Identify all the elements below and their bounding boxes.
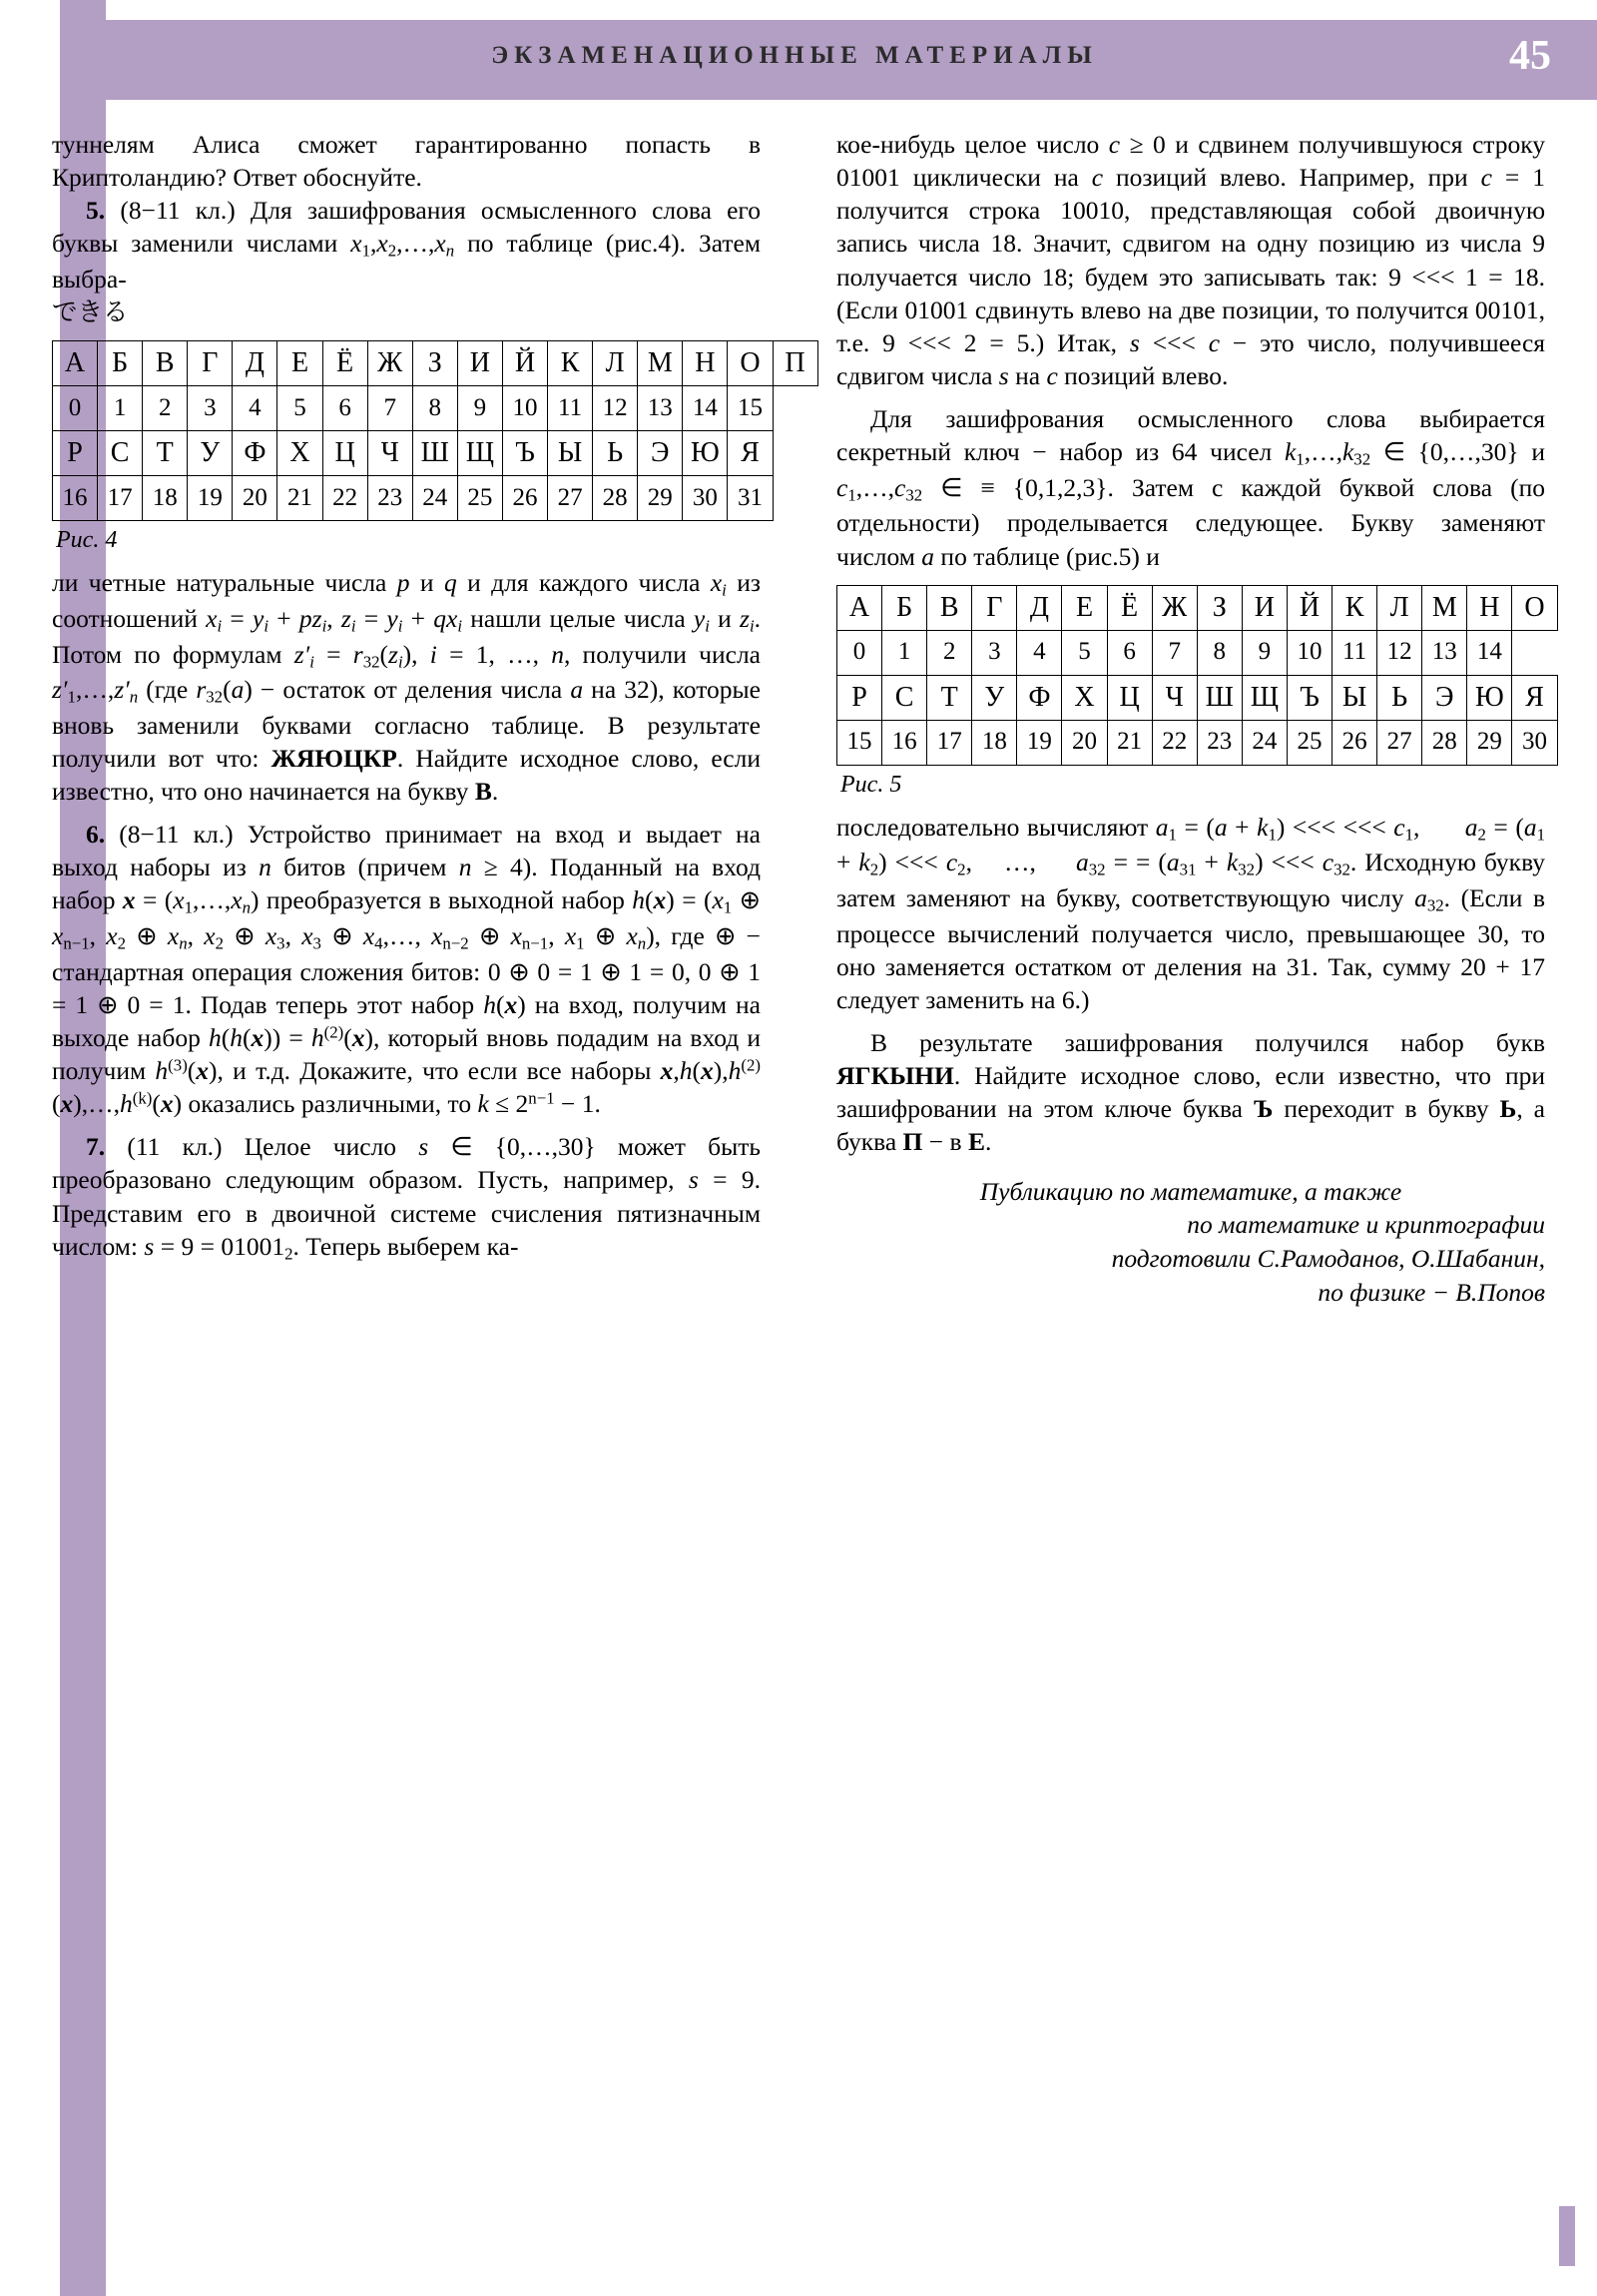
table-cell: 16 <box>53 476 98 521</box>
result-paragraph: В результате зашифрования получился набор букв ЯГКЫНИ. Найдите исходное слово, если известно, что при зашифровании на этом ключе буква Ъ переходит в букву Ь, а буква П − в Е. <box>836 1028 1545 1157</box>
table-cell: Д <box>233 341 277 386</box>
figure-4-table <box>52 340 818 521</box>
table-cell: К <box>548 341 593 386</box>
table-cell: 23 <box>1197 720 1242 765</box>
table-cell: Ф <box>1017 675 1062 720</box>
table-cell: Т <box>143 431 188 476</box>
table-cell: Ц <box>322 431 367 476</box>
table-cell: С <box>98 431 143 476</box>
paragraph-continuation: туннелям Алиса сможет гарантированно попасть в Криптоландию? Ответ обоснуйте. <box>52 130 761 193</box>
task-6-number: 6. <box>86 820 106 850</box>
result-cipher-word: ЯГКЫНИ <box>836 1061 954 1091</box>
table-cell: Й <box>502 341 547 386</box>
table-cell: Х <box>1062 675 1107 720</box>
table-cell: Н <box>1467 585 1512 630</box>
table-cell: Ю <box>683 431 728 476</box>
table-cell: И <box>457 341 502 386</box>
task-7-number: 7. <box>86 1132 106 1162</box>
table-cell: Ч <box>1152 675 1197 720</box>
table-cell: Ь <box>1377 675 1422 720</box>
table-cell: 9 <box>457 386 502 431</box>
table-cell: 25 <box>1287 720 1331 765</box>
table-cell: 25 <box>457 476 502 521</box>
task-5-number: 5. <box>86 196 106 226</box>
table-cell: 5 <box>277 386 322 431</box>
table-cell: Ё <box>322 341 367 386</box>
credits-line-1: Публикацию по математике, а также <box>979 1176 1402 1206</box>
table-cell: 15 <box>728 386 773 431</box>
table-cell: Р <box>53 431 98 476</box>
table-cell: Ж <box>367 341 412 386</box>
left-text-column: туннелям Алиса сможет гарантированно попасть в Криптоландию? Ответ обоснуйте. 5. (8−11 кл.) Для зашифрования осмысленного слова его буквы заменили числами $x1,x2,\dots,x_n$ по таблице (рис.4). Затем выбра- できる А Б В Г Д Е Ё Ж З И Й К Л М Н О П 0 1 2 3 4 5 6 7 8 9 10 11 12 13 14 15 Р С Т У Ф Х Ц Ч Ш Щ Ъ Ы Ь Э Ю Я 16 17 18 19 20 21 22 23 24 25 26 27 28 29 30 31 Рис. 4 ли четные натуральные числа p и q и для каждого числа $x_i$ из соотношений $x_i = y_i + pz_i$, $z_i = y_i + qx_i$ нашли целые числа $y_i$ и $z_i$. Потом по формулам $z'_i = r32(z_i)$, i = 1, …, n, получили числа $z'1,\dots,z'_n$ (где r32(a) − остаток от деления числа a на 32), которые вновь заменили буквами согласно таблице. В результате получили вот что: ЖЯЮЦКР. Найдите исходное слово, если известно, что оно начинается на букву В. 6. (8−11 кл.) Устройство принимает на вход и выдает на выход наборы из n битов (причем n ≥ 4). Поданный на вход набор $x = (x1,\dots,x_n)$ преобразуется в выходной набор h(x) = (x1 ⊕ xn−1, x2 ⊕ $x_n$, x2 ⊕ x3, x3 ⊕ x4,…, xn−2 ⊕ xn−1, x1 ⊕ $x_n$), где ⊕ − стандартная операция сложения битов: 0 ⊕ 0 = 1 ⊕ 1 = 0, 0 ⊕ 1 = 1 ⊕ 0 = 1. Подав теперь этот набор h(x) на вход, получим на выходе набор $h(h(x)) = h^{(2)}(x)$, который вновь подадим на вход и получим $h^{(3)}(x)$, и т.д. Докажите, что если все наборы $x,h(x),h^{(2)}(x),\dots,h^{(k)}(x)$ оказались различными, то $k \le 2^{n-1} - 1$. 7. (11 кл.) Целое число s ∈ {0,…,30} может быть преобразовано следующим образом. Пусть, например, s = 9. Представим его в двоичной системе счисления пятизначным числом: s = 9 = 010012. Теперь выберем ка- <box>52 128 761 1265</box>
table-cell: Л <box>1377 585 1422 630</box>
table-cell: 10 <box>1287 630 1331 675</box>
table-cell: 19 <box>188 476 233 521</box>
table-cell: К <box>1332 585 1377 630</box>
table-cell: Ц <box>1107 675 1152 720</box>
page-header-band <box>106 20 1597 100</box>
table-cell: Г <box>188 341 233 386</box>
table-cell: 27 <box>1377 720 1422 765</box>
table-cell: П <box>773 341 817 386</box>
table-cell: О <box>1512 585 1557 630</box>
task-5-continuation: ли четные натуральные числа p и q и для каждого числа $x_i$ из соотношений $x_i = y_i + pz_i$, $z_i = y_i + qx_i$ нашли целые числа $y_i$ и $z_i$. Потом по формулам $z'_i = r32(z_i)$, i = 1, …, n, получили числа $z'1,\dots,z'_n$ (где r32(a) − остаток от деления числа a на 32), которые вновь заменили буквами согласно таблице. В результате получили вот что: ЖЯЮЦКР. Найдите исходное слово, если известно, что оно начинается на букву В. <box>52 568 762 807</box>
table-cell: В <box>927 585 972 630</box>
table-cell: 21 <box>277 476 322 521</box>
table-row <box>837 585 1558 630</box>
table-cell: 19 <box>1017 720 1062 765</box>
right-text-column <box>836 128 1545 1309</box>
table-cell: 14 <box>1467 630 1512 675</box>
table-cell: 21 <box>1107 720 1152 765</box>
table-cell: 3 <box>188 386 233 431</box>
table-cell: Ш <box>412 431 457 476</box>
table-cell: 6 <box>322 386 367 431</box>
table-cell: Ы <box>548 431 593 476</box>
table-cell: 22 <box>1152 720 1197 765</box>
table-row <box>53 386 818 431</box>
formula-paragraph: последовательно вычисляют a1 = (a + k1) <<< <<< c1, a2 = (a1 + k2) <<< c2, …, a32 = = (a31 + k32) <<< c32. Исходную букву затем заменяют на букву, соответствующую числу a32. (Если в процессе вычислений получается число, превышающее 30, то оно заменяется остатком от деления на 31. Так, сумму 20 + 17 следует заменить на 6.) <box>836 812 1545 1014</box>
table-cell: 31 <box>728 476 773 521</box>
credits-line-2: по математике и криптографии <box>1187 1210 1545 1240</box>
table-cell: 24 <box>1242 720 1287 765</box>
table-cell: 2 <box>927 630 972 675</box>
table-cell: Э <box>638 431 683 476</box>
table-cell: Я <box>728 431 773 476</box>
table-cell: 5 <box>1062 630 1107 675</box>
task-5-intro: 5. (8−11 кл.) Для зашифрования осмысленного слова его буквы заменили числами $x1,x2,\dots,x_n$ по таблице (рис.4). Затем выбра- <box>52 196 762 293</box>
table-cell: А <box>53 341 98 386</box>
table-cell: Ч <box>367 431 412 476</box>
task-7-paragraph: 7. (11 кл.) Целое число s ∈ {0,…,30} может быть преобразовано следующим образом. Пусть, например, s = 9. Представим его в двоичной системе счисления пятизначным числом: s = 9 = 010012. Теперь выберем ка- <box>52 1132 762 1264</box>
table-cell: 26 <box>502 476 547 521</box>
table-cell: 10 <box>502 386 547 431</box>
bottom-decorative-mark <box>1559 2206 1575 2266</box>
table-row <box>53 431 818 476</box>
table-cell: Х <box>277 431 322 476</box>
table-cell: 12 <box>1377 630 1422 675</box>
table-row <box>837 630 1558 675</box>
table-cell: Л <box>593 341 638 386</box>
table-cell: З <box>1197 585 1242 630</box>
table-cell: 22 <box>322 476 367 521</box>
table-cell: 28 <box>593 476 638 521</box>
table-cell: 20 <box>233 476 277 521</box>
credits-line-4: по физике − В.Попов <box>1318 1277 1545 1307</box>
table-cell: И <box>1242 585 1287 630</box>
table-cell: 23 <box>367 476 412 521</box>
table-cell: 13 <box>638 386 683 431</box>
table-cell: В <box>143 341 188 386</box>
table-cell: 16 <box>882 720 927 765</box>
publication-credits <box>836 1175 1545 1310</box>
figure-4-caption: Рис. 4 <box>56 527 118 554</box>
table-cell: Ь <box>593 431 638 476</box>
table-cell: 12 <box>593 386 638 431</box>
table-cell: Ж <box>1152 585 1197 630</box>
table-cell: 28 <box>1422 720 1467 765</box>
secret-key-paragraph: Для зашифрования осмысленного слова выбирается секретный ключ − набор из 64 чисел k1,…,k32 ∈ {0,…,30} и c1,…,c32 ∈ ≡ {0,1,2,3}. Затем с каждой буквой слова (по отдельности) проделывается следующее. Букву заменяют числом a по таблице (рис.5) и <box>836 404 1545 571</box>
table-cell: 14 <box>683 386 728 431</box>
table-cell: У <box>972 675 1017 720</box>
table-cell: Д <box>1017 585 1062 630</box>
table-cell: О <box>728 341 773 386</box>
figure-5-table <box>836 585 1558 766</box>
table-cell: Т <box>927 675 972 720</box>
table-cell: Е <box>1062 585 1107 630</box>
table-cell: М <box>638 341 683 386</box>
table-cell: 13 <box>1422 630 1467 675</box>
table-cell: Н <box>683 341 728 386</box>
table-cell: Р <box>837 675 882 720</box>
table-cell: Щ <box>1242 675 1287 720</box>
table-cell: 17 <box>98 476 143 521</box>
table-cell: Ъ <box>502 431 547 476</box>
table-cell: Ш <box>1197 675 1242 720</box>
table-cell: Й <box>1287 585 1331 630</box>
table-cell: 11 <box>548 386 593 431</box>
table-cell: 7 <box>1152 630 1197 675</box>
table-cell: У <box>188 431 233 476</box>
page-title: ЭКЗАМЕНАЦИОННЫЕ МАТЕРИАЛЫ <box>491 42 1098 69</box>
table-cell: 4 <box>233 386 277 431</box>
table-cell: Б <box>98 341 143 386</box>
table-cell: Я <box>1512 675 1557 720</box>
table-cell: 20 <box>1062 720 1107 765</box>
table-cell: Г <box>972 585 1017 630</box>
table-cell: 30 <box>1512 720 1557 765</box>
table-cell: М <box>1422 585 1467 630</box>
table-cell: 18 <box>143 476 188 521</box>
table-cell: Щ <box>457 431 502 476</box>
table-cell: 6 <box>1107 630 1152 675</box>
table-cell: 0 <box>53 386 98 431</box>
table-cell: Э <box>1422 675 1467 720</box>
task-7-continuation: кое-нибудь целое число c ≥ 0 и сдвинем получившуюся строку 01001 циклически на c позиций влево. Например, при c = 1 получится строка 10010, представляющая собой двоичную запись числа 18. Значит, сдвигом на одну позицию из числа 9 получается число 18; будем это записывать так: 9 <<< 1 = 18. (Если 01001 сдвинуть влево на две позиции, то получится 00101, т.е. 9 <<< 2 = 5.) Итак, s <<< c − это число, получившееся сдвигом числа s на c позиций влево. <box>836 130 1546 390</box>
table-row <box>837 720 1558 765</box>
table-cell: 9 <box>1242 630 1287 675</box>
task-7-grades: (11 кл.) <box>127 1132 223 1162</box>
table-cell: Ё <box>1107 585 1152 630</box>
table-cell: Е <box>277 341 322 386</box>
table-cell: 29 <box>638 476 683 521</box>
table-cell: 2 <box>143 386 188 431</box>
credits-line-3: подготовили С.Рамоданов, О.Шабанин, <box>1111 1243 1545 1273</box>
table-row <box>837 675 1558 720</box>
table-cell: 17 <box>927 720 972 765</box>
table-cell: 11 <box>1332 630 1377 675</box>
table-cell: 26 <box>1332 720 1377 765</box>
task-6-paragraph: 6. (8−11 кл.) Устройство принимает на вход и выдает на выход наборы из n битов (причем n ≥ 4). Поданный на вход набор $x = (x1,\dots,x_n)$ преобразуется в выходной набор h(x) = (x1 ⊕ xn−1, x2 ⊕ $x_n$, x2 ⊕ x3, x3 ⊕ x4,…, xn−2 ⊕ xn−1, x1 ⊕ $x_n$), где ⊕ − стандартная операция сложения битов: 0 ⊕ 0 = 1 ⊕ 1 = 0, 0 ⊕ 1 = 1 ⊕ 0 = 1. Подав теперь этот набор h(x) на вход, получим на выходе набор $h(h(x)) = h^{(2)}(x)$, который вновь подадим на вход и получим $h^{(3)}(x)$, и т.д. Докажите, что если все наборы $x,h(x),h^{(2)}(x),\dots,h^{(k)}(x)$ оказались различными, то $k \le 2^{n-1} - 1$. <box>52 820 762 1119</box>
table-cell: 30 <box>683 476 728 521</box>
table-cell: 3 <box>972 630 1017 675</box>
table-cell: 29 <box>1467 720 1512 765</box>
page-number: 45 <box>1509 33 1551 79</box>
task-5-start-letter: В <box>474 777 492 807</box>
table-cell: Ю <box>1467 675 1512 720</box>
table-cell: 27 <box>548 476 593 521</box>
table-cell: 8 <box>1197 630 1242 675</box>
table-cell: Ъ <box>1287 675 1331 720</box>
table-cell: 24 <box>412 476 457 521</box>
table-row <box>53 476 818 521</box>
table-cell: З <box>412 341 457 386</box>
task-5-grades: (8−11 кл.) <box>120 196 236 226</box>
task-5-answer-word: ЖЯЮЦКР <box>270 743 397 773</box>
table-cell: Б <box>882 585 927 630</box>
table-cell: 0 <box>837 630 882 675</box>
table-cell: А <box>837 585 882 630</box>
table-cell: 8 <box>412 386 457 431</box>
task-6-grades: (8−11 кл.) <box>119 820 234 850</box>
table-cell: 18 <box>972 720 1017 765</box>
table-cell: 7 <box>367 386 412 431</box>
table-cell: 1 <box>882 630 927 675</box>
table-row <box>53 341 818 386</box>
table-cell: 4 <box>1017 630 1062 675</box>
table-cell: Ы <box>1332 675 1377 720</box>
table-cell: С <box>882 675 927 720</box>
table-cell: Ф <box>233 431 277 476</box>
figure-5-caption: Рис. 5 <box>840 771 902 798</box>
table-cell: 15 <box>837 720 882 765</box>
table-cell: 1 <box>98 386 143 431</box>
